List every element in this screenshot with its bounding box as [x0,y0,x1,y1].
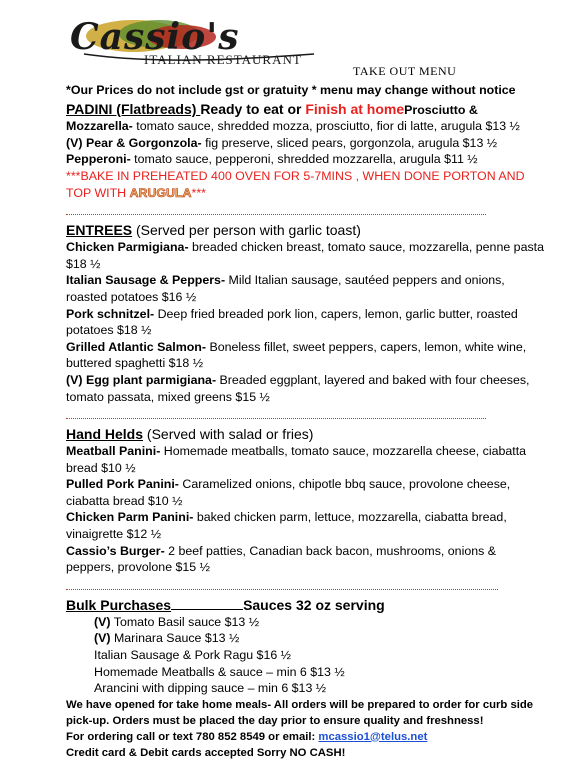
padini-ready: Ready to eat or [200,100,306,117]
bulk-item-text: Tomato Basil sauce $13 ½ [110,614,260,629]
ordering-info: We have opened for take home meals- All orders will be prepared to order for curb side pick-up. Orders must be placed the day prior to ensure quality and freshness! [66,698,534,727]
entree-item [66,372,546,405]
restaurant-logo [64,10,324,72]
bake-line-1: ***BAKE IN PREHEATED 400 OVEN FOR 5-7MINS , WHEN DONE PORTON AND [66,168,525,183]
section-divider [66,410,486,419]
handheld-item-desc: Caramelized onions, chipotle bbq sauce, provolone cheese, ciabatta bread $10 ½ [66,477,511,508]
section-divider [66,206,486,215]
padini-finish: Finish at home [305,100,405,117]
entree-item [66,272,546,305]
handhelds-note: (Served with salad or fries) [143,426,314,443]
handheld-item-name: Cassio’s Burger- [66,543,165,558]
entree-item [66,339,546,372]
bulk-item [66,630,546,647]
entree-item-name: (V) Egg plant parmigiana- [66,372,217,387]
bulk-item-text: Arancini with dipping sauce – min 6 $13 ½ [94,681,327,696]
handheld-item-name: Pulled Pork Panini- [66,477,179,492]
entrees-heading [66,221,546,239]
entree-item-name: Grilled Atlantic Salmon- [66,339,206,354]
entree-item-name: Chicken Parmigiana- [66,240,189,255]
entree-item [66,239,546,272]
padini-item-name: (V) Pear & Gorgonzola- [66,135,202,150]
vegetarian-marker: (V) [94,614,111,629]
entree-item-desc: Mild Italian sausage, sautéed peppers and onions, roasted potatoes $16 ½ [66,273,505,304]
padini-item-desc: tomato sauce, pepperoni, shredded mozzarella, arugula $11 ½ [130,152,478,167]
vegetarian-marker: (V) [94,631,111,646]
handheld-item-desc: Homemade meatballs, tomato sauce, mozzarella cheese, ciabatta bread $10 ½ [66,444,527,475]
entree-item-desc: breaded chicken breast, tomato sauce, mozzarella, penne pasta $18 ½ [66,240,544,271]
bulk-item [66,614,546,631]
handheld-item-desc: baked chicken parm, lettuce, mozzarella, ciabatta bread, vinaigrette $12 ½ [66,510,507,542]
entree-item-desc: Boneless fillet, sweet peppers, capers, lemon, white wine, buttered spaghetti $18 ½ [66,339,527,371]
padini-item-desc: tomato sauce, shredded mozza, prosciutto, fior di latte, arugula $13 ½ [136,119,520,134]
contact-line [66,729,546,745]
bulk-serving: Sauces 32 oz serving [243,596,385,613]
handheld-item [66,476,546,509]
bulk-item [66,647,546,664]
section-divider [66,581,498,590]
padini-item-name: Pepperoni- [66,152,131,167]
logo-subtitle: ITALIAN RESTAURANT [144,52,302,67]
price-notice: *Our Prices do not include gst or gratuity * menu may change without notice [66,83,516,97]
contact-text: For ordering call or text 780 852 8549 or email: [66,730,319,743]
padini-item [66,135,546,152]
bulk-item-text: Italian Sausage & Pork Ragu $16 ½ [94,648,292,663]
logo-name: Cassio's [70,16,240,58]
entree-item-desc: Breaded eggplant, layered and baked with four cheeses, tomato passata, mixed greens $15 ½ [66,372,530,404]
handheld-item-desc: 2 beef patties, Canadian back bacon, mushrooms, onions & peppers, provolone $15 ½ [66,543,497,575]
bake-instructions [66,168,546,201]
entree-item [66,306,546,339]
bulk-item-text: Homemade Meatballs & sauce – min 6 $13 ½ [94,664,345,679]
padini-item-desc: fig preserve, sliced pears, gorgonzola, arugula $13 ½ [201,135,498,150]
email-link[interactable]: mcassio1@telus.net [318,730,428,743]
entrees-title: ENTREES [66,222,133,239]
bulk-title: Bulk Purchases [66,596,172,613]
entrees-note: (Served per person with garlic toast) [132,222,361,239]
handhelds-heading [66,425,546,443]
padini-item-name: Prosciutto & Mozzarella- [66,102,478,134]
entree-item-name: Pork schnitzel- [66,306,155,321]
handhelds-title: Hand Helds [66,426,144,443]
bulk-heading [66,596,546,614]
bake-line-2: TOP WITH [66,185,130,200]
menu-content [66,82,546,761]
entree-item-name: Italian Sausage & Peppers- [66,273,226,288]
handheld-item-name: Meatball Panini- [66,444,161,459]
padini-item [66,151,546,168]
padini-title: PADINI (Flatbreads) [66,100,201,117]
padini-section [66,100,546,135]
take-out-menu-label: TAKE OUT MENU [353,64,457,78]
bake-line-3: *** [191,185,206,200]
handheld-item [66,543,546,576]
entree-item-desc: Deep fried breaded pork lion, capers, lemon, garlic butter, roasted potatoes $18 ½ [66,306,518,338]
bulk-title-underline [171,599,243,610]
handheld-item-name: Chicken Parm Panini- [66,510,194,525]
handheld-item [66,443,546,476]
bulk-item [66,664,546,681]
handheld-item [66,509,546,542]
payment-info: Credit card & Debit cards accepted Sorry NO CASH! [66,746,346,759]
bulk-item-text: Marinara Sauce $13 ½ [110,631,240,646]
arugula-word: ARUGULA [129,185,192,200]
bulk-item [66,680,546,697]
